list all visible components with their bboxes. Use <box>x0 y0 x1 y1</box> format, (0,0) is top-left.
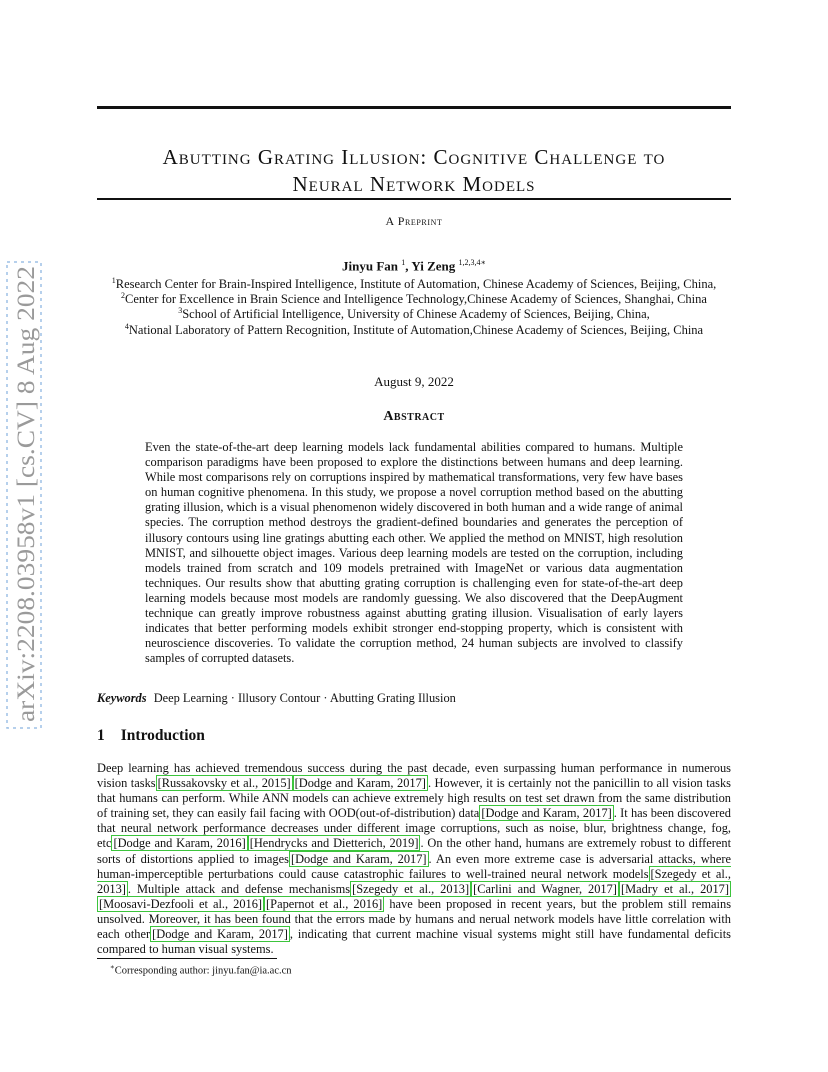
footnote-rule <box>97 958 277 959</box>
paper-title-line-1: Abutting Grating Illusion: Cognitive Challenge to <box>162 145 666 170</box>
section-number: 1 <box>97 727 105 744</box>
arxiv-identifier-stamp[interactable] <box>4 260 44 730</box>
citation-link[interactable]: [Dodge and Karam, 2017] <box>481 806 612 821</box>
affiliation-marker: 1 <box>111 276 116 285</box>
citation-link[interactable]: [Carlini and Wagner, 2017] <box>473 881 617 896</box>
author-list <box>97 258 731 274</box>
arxiv-stamp-text: arXiv:2208.03958v1 [cs.CV] 8 Aug 2022 <box>13 306 40 722</box>
paragraph-text: , indicating that current machine visual systems might still have fundamental deficits compared to human visual systems. <box>97 927 731 957</box>
citation-link[interactable]: [Szegedy et al., 2013] <box>352 881 470 896</box>
citation-link[interactable]: [Madry et al., 2017] <box>620 881 729 896</box>
affiliation-marker: 3 <box>178 306 183 315</box>
affiliation-text: School of Artificial Intelligence, University of Chinese Academy of Sciences, Beijing, China, <box>182 307 650 322</box>
abstract-heading: Abstract <box>383 409 445 424</box>
section-title: Introduction <box>120 727 205 744</box>
publication-date: August 9, 2022 <box>374 374 454 389</box>
author-name: Jinyu Fan <box>342 258 399 274</box>
author-affiliation-marker: 1 <box>401 258 406 267</box>
author-separator: , <box>405 258 412 274</box>
keywords <box>97 691 731 706</box>
paragraph-text: . Multiple attack and defense mechanisms <box>127 881 351 896</box>
affiliation-text: Center for Excellence in Brain Science and Intelligence Technology,Chinese Academy of Sciences, Shanghai, China <box>125 292 707 307</box>
citation-link[interactable]: [Russakovsky et al., 2015] <box>157 776 291 791</box>
paragraph-text: Deep learning has achieved tremendous success during the past decade, even surpassing human performance in numerous vision tasks <box>97 761 731 791</box>
abstract-body: Even the state-of-the-art deep learning models lack fundamental abilities compared to humans. Multiple comparison paradigms have been proposed to explore the distinctions between humans and deep learning. While most comparisons rely on corruptions inspired by mathematical transformations, very few have bases on human cognitive phenomena. In this study, we propose a novel corruption method based on the abutting grating illusion, which is a visual phenomenon widely discovered in both human and a wide range of animal species. The corruption method destroys the gradient-defined boundaries and generates the perception of illusory contours using line gratings abutting each other. We applied the method on MNIST, high resolution MNIST, and silhouette object images. Various deep learning models are tested on the corruption, including models trained from scratch and 109 models pretrained with ImageNet or various data augmentation techniques. Our results show that abutting grating corruption is challenging even for state-of-the-art deep learning models because most models are randomly guessing. We also discovered that the DeepAugment technique can greatly improve robustness against abutting grating illusion. Visualisation of early layers indicates that better performing models exhibit stronger end-stopping property, which is consistent with neuroscience discoveries. To validate the corruption method, 24 human subjects are involved to classify samples of corrupted datasets. <box>145 440 683 666</box>
affiliation-text: Research Center for Brain-Inspired Intelligence, Institute of Automation, Chinese Academy of Sciences, Beijing, China, <box>115 277 717 292</box>
affiliation-marker: 4 <box>124 322 129 331</box>
author-name: Yi Zeng <box>411 258 456 274</box>
paragraph-text: . On the other hand, humans are extremely robust to different sorts of distortions applied to images <box>97 836 732 866</box>
footnote-text: Corresponding author: jinyu.fan@ia.ac.cn <box>114 965 292 977</box>
citation-link[interactable]: [Dodge and Karam, 2017] <box>152 927 288 942</box>
paper-title-line-2: Neural Network Models <box>292 172 536 197</box>
citation-link[interactable]: [Hendrycks and Dietterich, 2019] <box>249 836 419 851</box>
paragraph-text: . An even more extreme case is adversarial attacks, where human-imperceptible perturbations could cause catastrophic failures to well-trained neural network models <box>97 851 732 881</box>
keywords-label: Keywords <box>97 691 147 705</box>
title-top-rule <box>97 106 731 109</box>
citation-link[interactable]: [Szegedy et al., 2013] <box>97 866 731 896</box>
footnote <box>110 963 292 977</box>
paragraph-text: . However, it is certainly not the panicillin to all vision tasks that humans can perform. While ANN models can achieve extremely high results on test set drawn from the same distribution of training set, they can easily fail facing with OOD(out-of-distribution) data <box>97 776 732 821</box>
citation-link[interactable]: [Dodge and Karam, 2017] <box>290 851 427 866</box>
author-affiliation-marker: 1,2,3,4∗ <box>458 258 486 267</box>
section-heading-introduction <box>97 727 205 745</box>
keywords-text: Deep Learning · Illusory Contour · Abutting Grating Illusion <box>153 691 456 705</box>
introduction-paragraph <box>97 761 731 957</box>
affiliation-marker: 2 <box>121 291 126 300</box>
paragraph-text: . It has been discovered that neural network performance decreases under different image corruptions, such as noise, blur, brightness change, fog, etc <box>97 806 731 851</box>
affiliation-text: National Laboratory of Pattern Recognition, Institute of Automation,Chinese Academy of Sciences, Beijing, China <box>128 323 704 338</box>
citation-link[interactable]: [Dodge and Karam, 2016] <box>113 836 246 851</box>
footnote-marker: ∗ <box>110 963 115 971</box>
preprint-label: A Preprint <box>385 214 443 228</box>
citation-link[interactable]: [Dodge and Karam, 2017] <box>294 776 426 791</box>
citation-link[interactable]: [Papernot et al., 2016] <box>266 896 383 911</box>
title-bottom-rule <box>97 198 731 200</box>
affiliation <box>97 319 731 338</box>
citation-link[interactable]: [Moosavi-Dezfooli et al., 2016] <box>99 896 263 911</box>
paragraph-text: have been proposed in recent years, but the problem still remains unsolved. Moreover, it has been found that the errors made by humans and nerual network models have little correlation with each other <box>97 896 732 942</box>
